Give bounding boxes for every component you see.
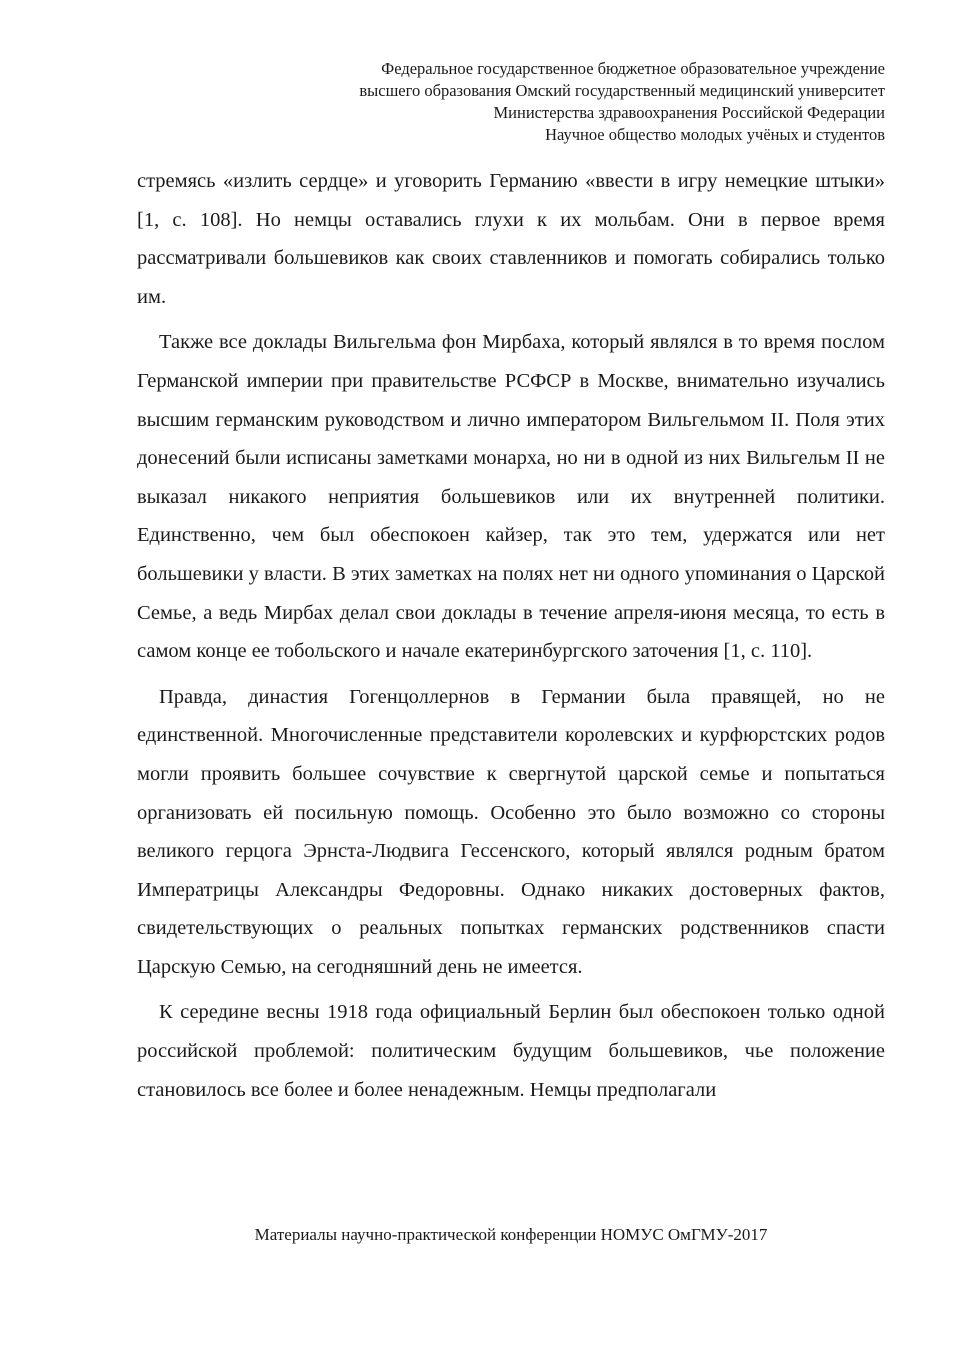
page-header: [137, 58, 885, 146]
paragraph-hohenzollern: Правда, династия Гогенцоллернов в Германии была правящей, но не единственной. Многочисленные представители королевских и курфюрстских родов могли проявить большее сочувствие к свергнутой царской семье и попытаться организовать ей посильную помощь. Особенно это было возможно со стороны великого герцога Эрнста-Людвига Гессенского, который являлся родным братом Императрицы Александры Федоровны. Однако никаких достоверных фактов, свидетельствующих о реальных попытках германских родственников спасти Царскую Семью, на сегодняшний день не имеется.: [137, 685, 885, 978]
article-body: [137, 162, 885, 1109]
paragraph-continuation: стремясь «излить сердце» и уговорить Германию «ввести в игру немецкие штыки» [1, с. 108]. Но немцы оставались глухи к их мольбам. Они в первое время рассматривали большевиков как своих ставленников и помогать собирались только им.: [137, 170, 885, 308]
header-ministry-line: Министерства здравоохранения Российской Федерации: [493, 103, 885, 122]
paragraph-berlin: К середине весны 1918 года официальный Берлин был обеспокоен только одной российской проблемой: политическим будущим большевиков, чье положение становилось все более и более ненадежным. Немцы предполагали: [137, 1001, 885, 1101]
header-society-line: Научное общество молодых учёных и студентов: [545, 125, 885, 144]
paragraph-mirbach: Также все доклады Вильгельма фон Мирбаха, который являлся в то время послом Германской империи при правительстве РСФСР в Москве, внимательно изучались высшим германским руководством и лично императором Вильгельмом II. Поля этих донесений были исписаны заметками монарха, но ни в одной из них Вильгельм II не выказал никакого неприятия большевиков или их внутренней политики. Единственно, чем был обеспокоен кайзер, так это тем, удержатся или нет большевики у власти. В этих заметках на полях нет ни одного упоминания о Царской Семье, а ведь Мирбах делал свои доклады в течение апреля-июня месяца, то есть в самом конце ее тобольского и начале екатеринбургского заточения [1, с. 110].: [137, 331, 885, 663]
header-university-line: высшего образования Омский государственный медицинский университет: [359, 81, 885, 100]
header-institution-line: Федеральное государственное бюджетное образовательное учреждение: [381, 59, 885, 78]
page-footer: Материалы научно-практической конференции НОМУС ОмГМУ-2017: [254, 1225, 768, 1244]
